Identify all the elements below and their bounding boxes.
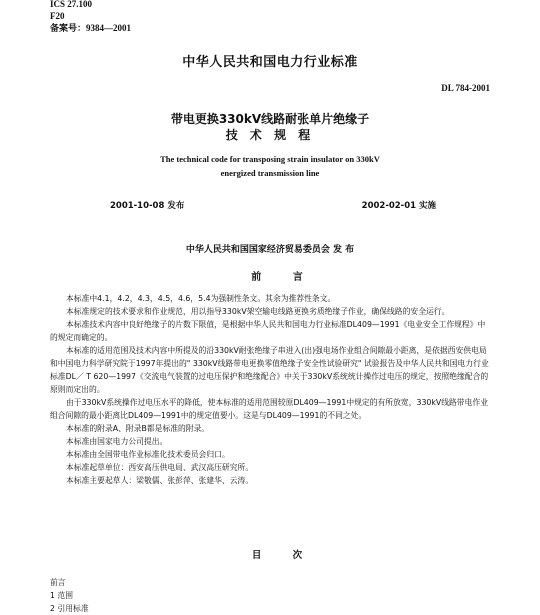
toc-item[interactable]: 1 范围 bbox=[50, 591, 74, 600]
title-en-line1: The technical code for transposing strain insulator on 330kV bbox=[160, 154, 380, 164]
foreword-paragraph: 本标准技术内容中良好绝缘子的片数下限值，是根据中华人民共和国电力行业标准DL409—1991《电业安全工作规程》中的规定而确定的。 bbox=[50, 320, 486, 342]
foreword-body bbox=[50, 292, 492, 487]
title-en-line2: energized transmission line bbox=[220, 168, 320, 178]
foreword-paragraph: 本标准由国家电力公司提出。 bbox=[66, 437, 168, 446]
effective-date: 2002-02-01 实施 bbox=[361, 201, 436, 211]
title-cn-line1: 带电更换330kV线路耐张单片绝缘子 bbox=[170, 112, 370, 126]
foreword-paragraph: 本标准主要起草人：梁敬儒、张彭萍、张建华、云涛。 bbox=[66, 476, 254, 485]
issuer: 中华人民共和国国家经济贸易委员会 发 布 bbox=[185, 245, 355, 255]
toc-item[interactable]: 前言 bbox=[50, 578, 66, 587]
toc-heading: 目 次 bbox=[251, 550, 317, 561]
issue-date: 2001-10-08 发布 bbox=[110, 201, 185, 211]
org-title: 中华人民共和国电力行业标准 bbox=[182, 55, 358, 70]
foreword-paragraph: 本标准起草单位：西安高压供电局、武汉高压研究所。 bbox=[66, 463, 254, 472]
foreword-paragraph: 本标准的附录A、附录B都是标准的附录。 bbox=[66, 424, 210, 433]
record-number: 备案号：9384—2001 bbox=[50, 23, 132, 33]
classification-code: F20 bbox=[50, 11, 65, 21]
toc-item[interactable]: 2 引用标准 bbox=[50, 604, 89, 613]
title-cn-line2: 技 术 规 程 bbox=[225, 128, 315, 142]
foreword-paragraph: 由于330kV系统操作过电压水平的降低，使本标准的适用范围较原DL409—1991中规定的有所放宽，330kV线路带电作业组合间隙的最小距离比DL409—1991中的规定值要小。这是与DL409—1991的不同之处。 bbox=[50, 398, 488, 420]
table-of-contents bbox=[50, 576, 89, 615]
ics-code: ICS 27.100 bbox=[50, 0, 93, 9]
foreword-paragraph: 本标准由全国带电作业标准化技术委员会归口。 bbox=[66, 450, 230, 459]
foreword-paragraph: 本标准的适用范围及技术内容中所提及的沿330kV耐张绝缘子串进入(出)强电场作业组合间隙最小距离，是依据西安供电局和中国电力科学研究院于1997年提出的" 330kV线路带电更换零值绝缘子安全性试验研究" 试验报告及中华人民共和国电力行业标准DL／ T 620—1997《交流电气装置的过电压保护和绝缘配合》中关于330kV系统统计操作过电压的规定，按照绝缘配合的原则而定出的。 bbox=[50, 346, 489, 394]
standard-number: DL 784-2001 bbox=[441, 83, 490, 93]
foreword-paragraph: 本标准中4.1，4.2，4.3，4.5，4.6，5.4为强制性条文。其余为推荐性条文。 bbox=[66, 294, 336, 303]
foreword-heading: 前 言 bbox=[251, 272, 317, 283]
foreword-paragraph: 本标准规定的技术要求和作业规范，用以指导330kV架空输电线路更换劣质绝缘子作业，确保线路的安全运行。 bbox=[66, 307, 450, 316]
